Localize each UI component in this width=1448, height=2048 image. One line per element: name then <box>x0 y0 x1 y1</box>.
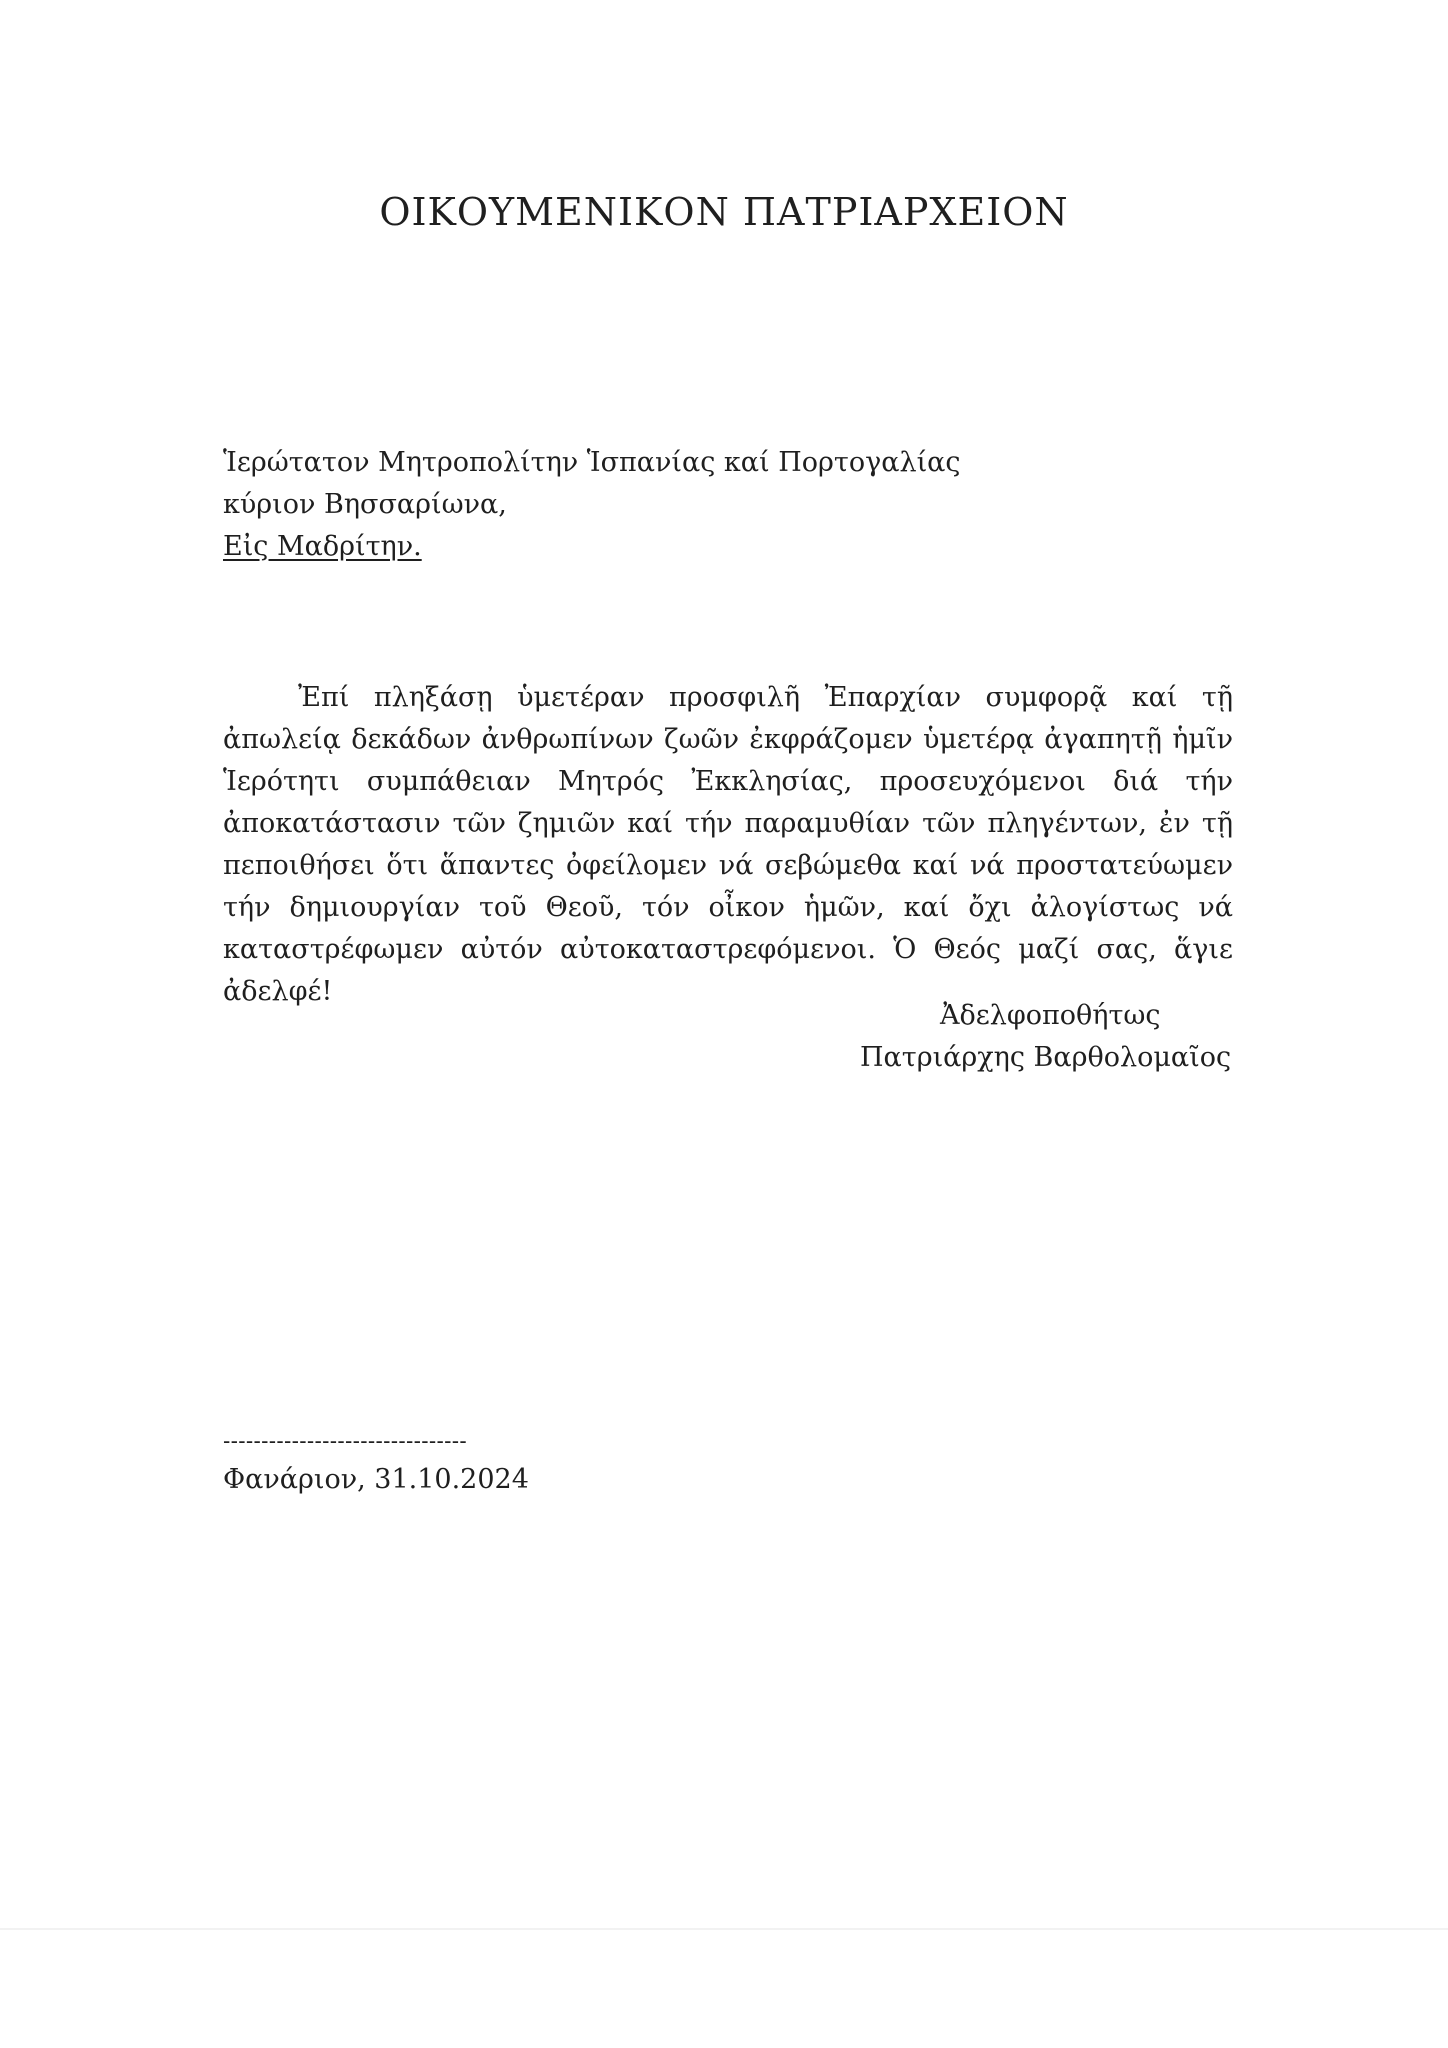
signature-name: Πατριάρχης Βαρθολομαῖος <box>860 1042 1232 1073</box>
place-and-date: Φανάριον, 31.10.2024 <box>223 1464 529 1495</box>
addressee-block <box>223 442 961 568</box>
closing-greeting: Ἀδελφοποθήτως <box>940 1000 1161 1031</box>
closing-block <box>860 995 1240 1079</box>
addressee-line-title: Ἱερώτατον Μητροπολίτην Ἱσπανίας καί Πορτογαλίας <box>223 447 961 478</box>
letter-body-paragraph: Ἐπί πληξάσῃ ὑμετέραν προσφιλῆ Ἐπαρχίαν συμφορᾷ καί τῇ ἀπωλείᾳ δεκάδων ἀνθρωπίνων ζωῶν ἐκφράζομεν ὑμετέρᾳ ἀγαπητῇ ἡμῖν Ἱερότητι συμπάθειαν Μητρός Ἐκκλησίας, προσευχόμενοι διά τήν ἀποκατάστασιν τῶν ζημιῶν καί τήν παραμυθίαν τῶν πληγέντων, ἐν τῇ πεποιθήσει ὅτι ἅπαντες ὀφείλομεν νά σεβώμεθα καί νά προστατεύωμεν τήν δημιουργίαν τοῦ Θεοῦ, τόν οἶκον ἡμῶν, καί ὄχι ἀλογίστως νά καταστρέφωμεν αὐτόν αὐτοκαταστρεφόμενοι. Ὁ Θεός μαζί σας, ἅγιε ἀδελφέ! <box>223 682 1233 1007</box>
scan-artifact-line <box>0 1928 1448 1930</box>
addressee-line-name: κύριον Βησσαρίωνα, <box>223 489 507 520</box>
dashed-separator: -------------------------------- <box>223 1428 468 1453</box>
addressee-line-location: Εἰς Μαδρίτην. <box>223 531 422 562</box>
letterhead-title: ΟΙΚΟΥΜΕΝΙΚΟΝ ΠΑΤΡΙΑΡΧΕΙΟΝ <box>379 190 1069 234</box>
